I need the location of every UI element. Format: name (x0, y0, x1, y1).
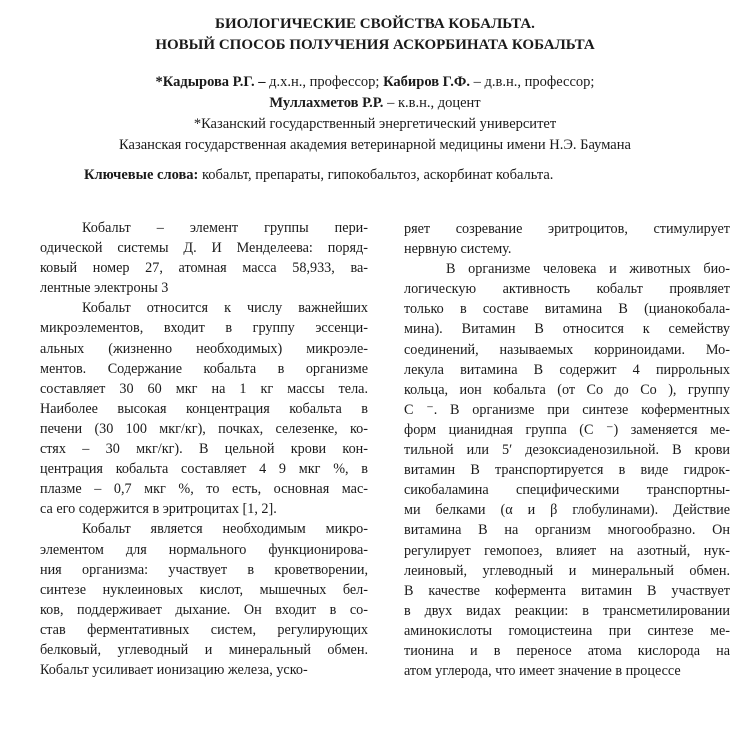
text-line: Кобальт – элемент группы пери- (82, 220, 368, 236)
text-line: Кобальт относится к числу важнейших (82, 300, 368, 317)
author-1-degree: д.х.н., профессор; (265, 74, 380, 90)
authors-line-1 (0, 72, 750, 93)
text-line: са его содержится в эритроцитах [1, 2]. (40, 501, 277, 518)
text-line: синтезе нуклеиновых кислот, мышечных бел- (40, 581, 368, 598)
paragraph (404, 259, 730, 681)
text-line: центрация кобальта составляет 4 9 мкг %, в (40, 461, 368, 478)
text-line: микроэлементов, входит в группу эссенци- (40, 320, 368, 337)
text-line: став ферментативных систем, регулирующих (40, 621, 368, 638)
text-line: витамин В транспортируется в виде гидрок- (404, 462, 730, 479)
text-line: ковый номер 27, атомная масса 58,933, ва- (40, 260, 368, 277)
text-line: C ⁻. В организме при синтезе коферментных (404, 401, 730, 418)
text-line: Наиболее высокая концентрация кобальта в (40, 400, 368, 417)
text-line: элементом для нормального функционирова- (40, 541, 368, 558)
text-line: печени (30 100 мкг/кг), почках, селезенке, ко- (40, 420, 368, 437)
affiliation-1: *Казанский государственный энергетический университет (193, 116, 557, 132)
text-line: логическую активность кобальт проявляет (404, 281, 730, 298)
keywords (84, 165, 724, 185)
text-line: кольца, ион кобальта (от Co до Co ), группу (404, 381, 730, 398)
paragraph (404, 219, 730, 259)
keywords-label: Ключевые слова: (84, 167, 199, 183)
text-line: аминокислоты гомоцистеина при синтезе ме- (404, 622, 730, 639)
title-line-2: НОВЫЙ СПОСОБ ПОЛУЧЕНИЯ АСКОРБИНАТА КОБАЛЬТА (155, 37, 595, 53)
text-line: составляет 30 60 мкг на 1 кг массы тела. (40, 380, 368, 397)
text-line: В организме человека и животных био- (446, 261, 730, 278)
authors-line-2 (0, 93, 750, 114)
author-1-name: *Кадырова Р.Г. – (155, 74, 266, 90)
text-line: сикобаламина специфическими транспортны- (404, 482, 730, 499)
author-2-name: Кабиров Г.Ф. (383, 74, 470, 90)
text-line: ния организма: участвует в кроветворении, (40, 561, 368, 578)
text-line: ментов. Содержание кобальта в организме (40, 360, 368, 377)
title-line-1: БИОЛОГИЧЕСКИЕ СВОЙСТВА КОБАЛЬТА. (215, 16, 535, 32)
text-line: В качестве кофермента витамин В участвует (404, 582, 730, 599)
text-line: в двух видах реакции: в трансметилировании (404, 602, 730, 619)
author-block (0, 72, 750, 156)
text-line: тильной или 5′ дезоксиаденозильной. В крови (404, 442, 730, 459)
text-line: альных (жизненно необходимых) микроэле- (40, 340, 368, 357)
text-line: белковый, углеводный и минеральный обмен. (40, 641, 368, 658)
text-line: нервную систему. (404, 241, 512, 258)
author-3-name: Муллахметов Р.Р. (269, 95, 384, 111)
paragraph (40, 298, 368, 519)
text-line: атом углерода, что имеет значение в процессе (404, 663, 681, 680)
text-line: одической системы Д. И Менделеева: поряд- (40, 240, 368, 257)
text-line: ков, поддерживает дыхание. Он входит в со- (40, 601, 368, 618)
affiliation-2: Казанская государственная академия ветеринарной медицины имени Н.Э. Баумана (119, 137, 631, 153)
right-text-column (404, 219, 730, 681)
text-line: регулирует гемопоез, влияет на азотный, нук- (404, 542, 730, 559)
text-line: лекула витамина В содержит 4 пиррольных (404, 361, 730, 378)
text-line: тионина и в переносе атома кислорода на (404, 642, 730, 659)
text-line: лентные электроны 3 (40, 280, 169, 297)
text-line: мина). Витамин В относится к семейству (404, 321, 730, 338)
text-line: форм цианидная группа (C ⁻) заменяется ме- (404, 421, 730, 438)
author-3-degree: – к.в.н., доцент (383, 95, 481, 111)
author-2-degree: – д.в.н., профессор; (469, 74, 595, 90)
text-line: только в составе витамина В (цианокобала- (404, 301, 730, 318)
keywords-text: кобальт, препараты, гипокобальтоз, аскорбинат кобальта. (198, 167, 554, 183)
text-line: соединений, называемых корриноидами. Мо- (404, 341, 730, 358)
paragraph (40, 218, 368, 298)
text-line: стях – 30 мкг/кг). В цельной крови кон- (40, 441, 368, 458)
left-text-column (40, 218, 368, 680)
article-title (0, 14, 750, 56)
paragraph (40, 519, 368, 680)
text-line: Кобальт является необходимым микро- (82, 521, 368, 538)
text-line: Кобальт усиливает ионизацию железа, уско- (40, 662, 308, 679)
text-line: плазме – 0,7 мкг %, то есть, основная мас- (40, 481, 368, 498)
text-line: ми белками (α и β глобулинами). Действие (404, 502, 730, 519)
text-line: витамина В на организм многообразно. Он (404, 522, 730, 539)
text-line: леиновый, углеводный и минеральный обмен. (404, 562, 730, 579)
text-line: ряет созревание эритроцитов, стимулирует (404, 221, 730, 237)
